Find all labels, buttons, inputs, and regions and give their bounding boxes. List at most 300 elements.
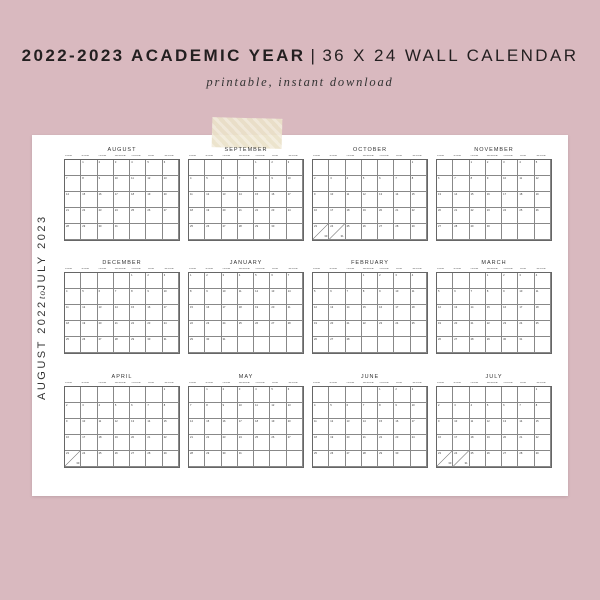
day-cell [81, 419, 97, 435]
month-title: JUNE [360, 374, 380, 380]
month-title: JANUARY [229, 260, 263, 266]
day-number: 18 [314, 436, 317, 439]
day-cell [346, 337, 362, 353]
date-grid [188, 386, 304, 468]
day-cell [163, 224, 179, 240]
day-cell [163, 273, 179, 289]
day-cell [222, 208, 238, 224]
day-cell [362, 160, 378, 176]
day-cell [437, 387, 453, 403]
weekday-label: MONDAY [81, 382, 90, 384]
day-number: 22 [379, 436, 383, 439]
day-number: 15 [206, 420, 210, 423]
day-cell [98, 208, 114, 224]
day-cell [502, 160, 521, 176]
day-cell [238, 403, 254, 419]
day-number: 10 [287, 177, 291, 180]
day-cell [535, 403, 551, 419]
day-cell [189, 273, 208, 289]
day-cell [453, 451, 469, 467]
day-cell [163, 192, 179, 208]
day-number: 17 [114, 193, 118, 196]
day-number: 6 [163, 161, 166, 164]
day-cell [486, 192, 502, 208]
day-number: 2 [147, 274, 149, 277]
weekday-label: THURSDAY [255, 268, 266, 270]
day-number: 1 [379, 388, 381, 391]
weekday-label: TUESDAY [470, 268, 479, 270]
day-number: 29 [255, 225, 259, 228]
day-cell [65, 208, 81, 224]
weekday-label: MONDAY [205, 155, 214, 157]
day-number: 25 [314, 452, 317, 455]
day-number: 14 [190, 420, 193, 423]
day-number: 20 [438, 209, 441, 212]
day-number: 5 [330, 404, 332, 407]
day-cell [163, 160, 179, 176]
day-cell [470, 160, 489, 176]
day-cell [98, 305, 114, 321]
range-end: JULY 2023 [36, 214, 48, 291]
day-number: 18 [346, 209, 350, 212]
day-cell [205, 192, 221, 208]
day-cell [163, 435, 179, 451]
day-cell [437, 176, 456, 192]
weekday-label: SUNDAY [313, 382, 321, 384]
day-cell [222, 337, 238, 353]
day-cell [411, 321, 427, 337]
day-number: 26 [206, 225, 210, 228]
weekday-label: SUNDAY [313, 155, 321, 157]
day-number: 29 [206, 452, 210, 455]
day-number: 3 [222, 274, 225, 277]
day-number: 19 [535, 193, 539, 196]
day-cell [453, 321, 469, 337]
weekday-label: THURSDAY [379, 382, 390, 384]
day-cell [518, 337, 534, 353]
day-number: 23 [379, 322, 383, 325]
day-number: 17 [503, 193, 507, 196]
day-cell [329, 435, 345, 451]
day-number: 12 [438, 306, 441, 309]
day-cell [81, 435, 97, 451]
day-cell [329, 305, 345, 321]
day-cell [329, 321, 345, 337]
day-number: 18 [131, 193, 135, 196]
day-number: 27 [131, 452, 135, 455]
day-cell [394, 273, 410, 289]
day-number: 10 [411, 404, 415, 407]
day-number: 2 [206, 274, 208, 277]
day-number: 24 [411, 436, 415, 439]
day-cell [98, 451, 114, 467]
day-cell [329, 451, 345, 467]
weekday-label: WEDNESDAY [486, 382, 499, 384]
weekday-header [312, 382, 428, 386]
day-cell [287, 289, 303, 305]
day-number: 28 [114, 338, 118, 341]
day-cell [130, 305, 146, 321]
day-number: 1 [411, 161, 414, 164]
page-header [0, 45, 600, 90]
day-number: 6 [330, 290, 332, 293]
day-cell [329, 208, 345, 224]
day-cell [287, 208, 303, 224]
day-cell [81, 321, 97, 337]
day-number: 15 [411, 193, 415, 196]
day-number: 30 [98, 225, 102, 228]
day-number: 1 [190, 274, 192, 277]
day-number: 15 [82, 193, 86, 196]
day-number: 16 [503, 306, 507, 309]
day-number: 24 [287, 209, 291, 212]
day-number: 21 [454, 209, 458, 212]
day-number: 5 [486, 404, 489, 407]
day-cell [535, 289, 551, 305]
day-number: 23 [98, 209, 102, 212]
day-cell [486, 451, 502, 467]
day-cell [453, 435, 469, 451]
day-cell [146, 289, 162, 305]
day-number: 5 [114, 404, 117, 407]
day-number: 19 [314, 322, 317, 325]
day-number: 7 [287, 274, 290, 277]
day-cell [81, 160, 97, 176]
day-cell [313, 273, 329, 289]
day-number: 25 [238, 322, 242, 325]
day-number: 29 [470, 225, 474, 228]
day-cell [287, 387, 303, 403]
day-cell [378, 160, 394, 176]
day-cell [130, 289, 149, 305]
day-cell [114, 419, 130, 435]
day-number: 12 [314, 306, 317, 309]
day-number: 5 [255, 274, 257, 277]
day-number: 10 [238, 404, 242, 407]
day-cell [518, 321, 534, 337]
day-number: 12 [362, 193, 366, 196]
day-cell [378, 289, 394, 305]
weekday-label: MONDAY [329, 268, 338, 270]
day-cell [205, 435, 221, 451]
day-number: 2 [503, 274, 505, 277]
weekday-label: TUESDAY [98, 268, 107, 270]
day-cell [270, 387, 286, 403]
month-september [188, 146, 304, 241]
day-number: 29 [379, 452, 383, 455]
weekday-label: SUNDAY [65, 382, 73, 384]
day-number: 2 [379, 274, 381, 277]
day-cell [205, 208, 221, 224]
day-number: 9 [98, 177, 101, 180]
day-number: 26 [486, 452, 490, 455]
date-grid [188, 272, 304, 354]
day-number: 16 [206, 306, 210, 309]
day-cell [189, 337, 205, 353]
day-cell [114, 403, 133, 419]
day-number: 13 [131, 420, 135, 423]
day-cell [437, 160, 453, 176]
day-cell [81, 337, 97, 353]
day-number: 4 [255, 388, 257, 391]
day-cell [394, 321, 410, 337]
day-cell [270, 289, 286, 305]
day-number: 31 [114, 225, 118, 228]
month-november [436, 146, 552, 241]
day-number: 13 [438, 193, 441, 196]
day-cell [535, 224, 551, 240]
day-cell [394, 451, 410, 467]
day-cell [535, 387, 551, 403]
day-cell [65, 419, 81, 435]
weekday-label: THURSDAY [255, 382, 266, 384]
day-cell [222, 451, 238, 467]
day-number: 25 [470, 452, 474, 455]
day-cell [518, 273, 534, 289]
day-number: 22 [131, 322, 135, 325]
day-cell [270, 160, 286, 176]
day-cell [346, 192, 362, 208]
day-cell [146, 419, 162, 435]
day-number: 7 [238, 177, 241, 180]
day-number: 22 [82, 209, 86, 212]
day-cell [98, 321, 114, 337]
day-cell [535, 176, 551, 192]
day-number: 8 [82, 177, 84, 180]
weekday-label: WEDNESDAY [486, 155, 499, 157]
day-number: 16 [395, 420, 399, 423]
day-cell [394, 419, 410, 435]
day-cell [535, 419, 551, 435]
day-cell [65, 403, 84, 419]
day-cell [81, 305, 97, 321]
day-number: 16 [379, 306, 383, 309]
day-cell [130, 337, 146, 353]
day-cell [254, 192, 270, 208]
day-number: 23 [486, 209, 490, 212]
day-number: 14 [346, 306, 350, 309]
day-number: 17 [519, 306, 523, 309]
day-cell [362, 419, 378, 435]
day-number: 1 [486, 274, 489, 277]
day-cell [270, 273, 286, 289]
day-cell [146, 403, 162, 419]
day-cell [130, 451, 146, 467]
day-number: 21 [346, 322, 350, 325]
day-cell [163, 289, 179, 305]
weekday-label: TUESDAY [470, 382, 479, 384]
day-cell [238, 273, 257, 289]
day-cell [287, 224, 303, 240]
day-number: 27 [163, 209, 167, 212]
weekday-label: FRIDAY [147, 268, 155, 270]
day-cell [81, 273, 97, 289]
day-number: 26 [271, 436, 275, 439]
day-cell [146, 387, 162, 403]
day-number: 15 [470, 193, 474, 196]
day-cell [163, 176, 179, 192]
day-cell [130, 192, 146, 208]
day-number: 31 [464, 462, 468, 465]
month-may [188, 373, 304, 468]
day-number: 17 [330, 209, 334, 212]
day-number: 3 [238, 388, 241, 391]
day-cell [98, 192, 114, 208]
day-cell [254, 321, 270, 337]
weekday-label: SUNDAY [189, 382, 197, 384]
day-cell [287, 273, 303, 289]
day-number: 28 [147, 452, 151, 455]
day-cell [163, 208, 179, 224]
weekday-label: WEDNESDAY [114, 382, 127, 384]
day-cell [287, 160, 303, 176]
weekday-label: SATURDAY [288, 268, 298, 270]
day-cell [146, 192, 162, 208]
day-cell [238, 451, 254, 467]
day-number: 23 [271, 209, 275, 212]
day-cell [189, 224, 205, 240]
day-cell [98, 337, 114, 353]
weekday-label: THURSDAY [379, 268, 390, 270]
day-number: 11 [535, 290, 539, 293]
weekday-label: MONDAY [205, 382, 214, 384]
day-cell [378, 176, 397, 192]
day-cell [287, 305, 303, 321]
day-cell [313, 387, 329, 403]
day-cell [486, 337, 502, 353]
day-number: 8 [486, 290, 489, 293]
weekday-label: FRIDAY [519, 155, 527, 157]
day-cell [205, 451, 221, 467]
weekday-label: TUESDAY [346, 155, 355, 157]
day-cell [329, 337, 345, 353]
day-cell [346, 435, 362, 451]
day-cell [98, 160, 117, 176]
day-number: 21 [287, 306, 291, 309]
day-number: 25 [346, 225, 350, 228]
day-cell [411, 337, 427, 353]
weekday-label: WEDNESDAY [238, 382, 251, 384]
day-number: 29 [131, 338, 135, 341]
day-number: 17 [82, 436, 86, 439]
day-cell [287, 403, 303, 419]
day-number: 17 [411, 420, 415, 423]
day-cell [437, 273, 453, 289]
day-number: 26 [438, 338, 441, 341]
month-title: SEPTEMBER [224, 147, 268, 153]
day-number: 6 [222, 177, 225, 180]
weekday-label: WEDNESDAY [238, 268, 251, 270]
date-grid [64, 272, 180, 354]
day-cell [486, 289, 505, 305]
day-number: 4 [470, 404, 473, 407]
day-cell [313, 289, 332, 305]
day-number: 21 [470, 322, 474, 325]
day-cell [287, 435, 303, 451]
day-number: 28 [238, 225, 242, 228]
day-cell [535, 337, 551, 353]
day-cell [502, 305, 518, 321]
day-number: 7 [470, 290, 473, 293]
day-number: 19 [114, 436, 118, 439]
day-cell [378, 305, 394, 321]
day-number: 5 [535, 161, 538, 164]
day-number: 3 [330, 177, 332, 180]
day-cell [411, 387, 427, 403]
day-number: 5 [82, 290, 84, 293]
day-number: 10 [519, 290, 523, 293]
day-number: 11 [411, 290, 415, 293]
day-cell [270, 176, 286, 192]
day-cell [81, 192, 97, 208]
day-number: 31 [163, 338, 167, 341]
day-cell [130, 224, 146, 240]
day-cell [411, 224, 427, 240]
day-cell [238, 289, 254, 305]
weekday-label: WEDNESDAY [362, 382, 375, 384]
day-number: 29 [535, 452, 539, 455]
day-cell [114, 208, 130, 224]
day-cell [394, 305, 410, 321]
weekday-label: SATURDAY [536, 382, 546, 384]
date-grid [312, 159, 428, 241]
day-number: 2 [271, 161, 273, 164]
weekday-label: MONDAY [205, 268, 214, 270]
weekday-label: THURSDAY [131, 382, 142, 384]
day-cell [362, 337, 378, 353]
weekday-label: SATURDAY [412, 155, 422, 157]
day-cell [362, 305, 378, 321]
day-number: 7 [66, 177, 68, 180]
weekday-header [64, 155, 180, 159]
day-cell [270, 192, 286, 208]
day-number: 28 [66, 225, 69, 228]
day-number: 12 [535, 177, 539, 180]
day-number: 1 [255, 161, 257, 164]
weekday-label: FRIDAY [147, 155, 155, 157]
day-cell [270, 451, 286, 467]
day-number: 2 [98, 161, 101, 164]
day-cell [189, 289, 208, 305]
day-cell [453, 403, 469, 419]
weekday-header [64, 268, 180, 272]
weekday-header [64, 382, 180, 386]
day-cell [329, 403, 345, 419]
day-number: 11 [190, 193, 193, 196]
day-cell [411, 273, 427, 289]
day-number: 25 [255, 436, 259, 439]
day-number: 26 [362, 225, 366, 228]
day-cell [238, 192, 254, 208]
weekday-label: WEDNESDAY [362, 155, 375, 157]
day-cell [287, 176, 303, 192]
day-cell [130, 403, 149, 419]
day-cell [254, 305, 270, 321]
day-number: 4 [535, 274, 538, 277]
day-number: 22 [362, 322, 366, 325]
weekday-label: TUESDAY [98, 382, 107, 384]
day-number: 25 [66, 338, 69, 341]
day-number: 15 [163, 420, 167, 423]
day-number: 10 [82, 420, 86, 423]
day-number: 17 [163, 306, 167, 309]
day-number: 12 [114, 420, 118, 423]
day-cell [114, 387, 130, 403]
day-cell [222, 289, 238, 305]
day-number: 12 [486, 420, 490, 423]
day-cell [411, 176, 427, 192]
day-number: 11 [98, 420, 102, 423]
